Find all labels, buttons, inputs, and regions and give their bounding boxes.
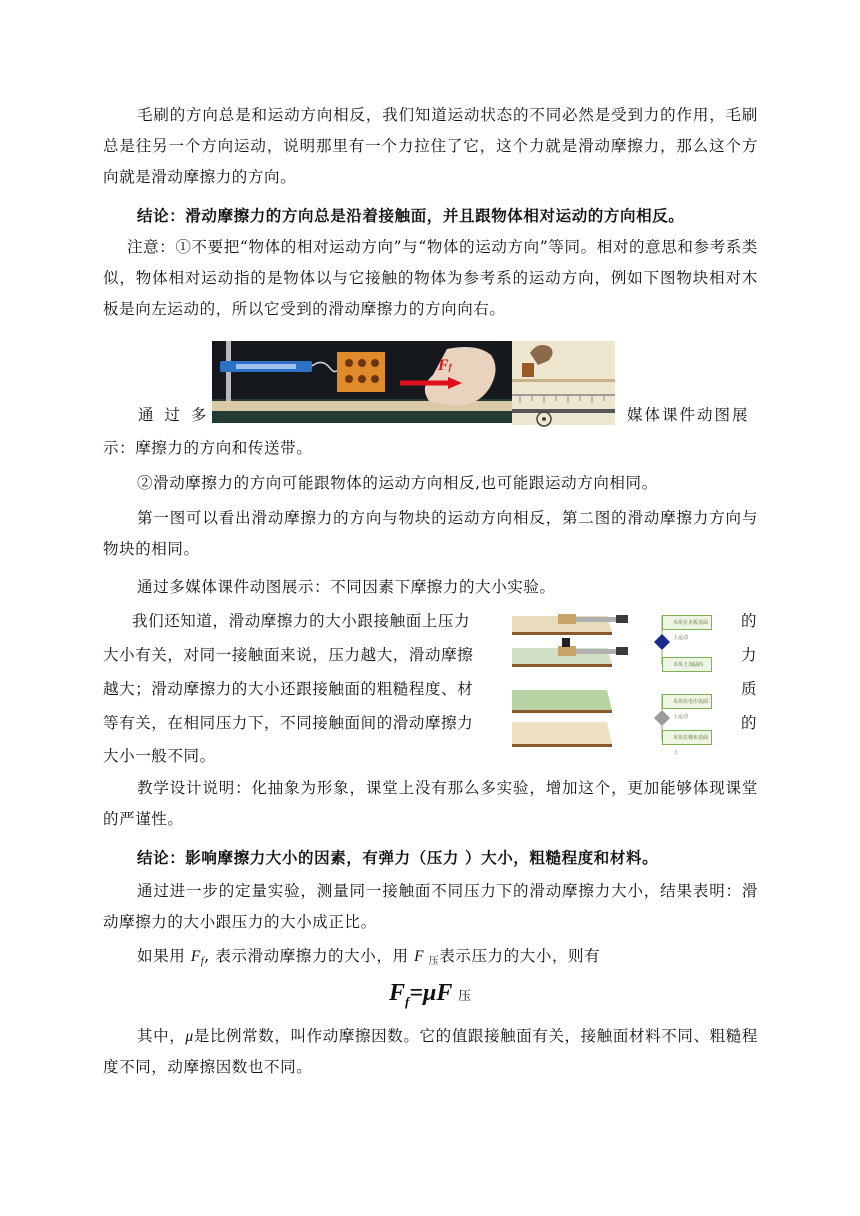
wrap-right-2: 力 xyxy=(741,646,758,664)
wrap-line-1: 我们还知道，滑动摩擦力的大小跟接触面上压力 xyxy=(132,612,471,630)
wrap-line-2: 大小有关，对同一接触面来说，压力越大，滑动摩擦 xyxy=(103,646,474,664)
paragraph-if: 如果用 $F_f$, 表示滑动摩擦力的大小，用 F $_压$表示压力的大小，则有 xyxy=(137,947,601,967)
media-text-cont: 示：摩擦力的方向和传送带。 xyxy=(103,439,313,457)
paragraph-note: 注意：①不要把“物体的相对运动方向”与“物体的运动方向”等同。相对的意思和参考系类似，物体相对运动指的是物体以与它接触的物体为参考系的运动方向，例如下图物块相对木板是向左运动的，所以它受到的滑动摩擦力的方向向右。 xyxy=(103,238,758,318)
force-label: Ff xyxy=(438,357,452,374)
conclusion-direction: 结论：滑动摩擦力的方向总是沿着接触面，并且跟物体相对运动的方向相反。 xyxy=(137,206,685,225)
wrap-line-5: 大小一般不同。 xyxy=(103,747,216,765)
chart-tag-2: 木块上加砝码 xyxy=(662,657,712,672)
paragraph-note2: ②滑动摩擦力的方向可能跟物体的运动方向相反,也可能跟运动方向相同。 xyxy=(137,474,658,492)
paragraph-brush: 毛刷的方向总是和运动方向相反，我们知道运动状态的不同必然是受到力的作用，毛刷总是往另一个方向运动，说明那里有一个力拉住了它，这个力就是滑动摩擦力，那么这个方向就是滑动摩擦力的方向。 xyxy=(103,106,758,186)
chart-tag-1: 木块在木板表面上运动 xyxy=(662,615,712,630)
paragraph-first-figure: 第一图可以看出滑动摩擦力的方向与物块的运动方向相反，第二图的滑动摩擦力方向与物块的相同。 xyxy=(103,509,758,558)
wrap-line-3: 越大；滑动摩擦力的大小还跟接触面的粗糙程度、材 xyxy=(103,680,474,698)
conveyor-belt-illustration xyxy=(512,341,615,425)
paragraph-quantitative: 通过进一步的定量实验，测量同一接触面不同压力下的滑动摩擦力大小，结果表明：滑动摩擦力的大小跟压力的大小成正比。 xyxy=(103,882,758,931)
wrap-right-4: 的 xyxy=(741,714,758,732)
paragraph-design-note: 教学设计说明：化抽象为形象，课堂上没有那么多实验，增加这个，更加能够体现课堂的严谨性。 xyxy=(103,779,758,828)
paragraph-mu: 其中，μ是比例常数，叫作动摩擦因数。它的值跟接触面有关，接触面材料不同、粗糙程度不同，动摩擦因数也不同。 xyxy=(103,1027,758,1076)
media-text-right: 媒体课件动图展 xyxy=(627,406,750,424)
paragraph-demo: 通过多媒体课件动图展示：不同因素下摩擦力的大小实验。 xyxy=(137,578,556,596)
wrap-right-1: 的 xyxy=(741,612,758,630)
chart-tag-3: 木块在毛巾表面上运动 xyxy=(662,694,712,709)
conclusion-factors: 结论：影响摩擦力大小的因素，有弹力（压力 ）大小，粗糙程度和材料。 xyxy=(137,848,659,867)
wrap-right-3: 质 xyxy=(741,680,758,698)
friction-formula: $F_f=\mu F$ 压 xyxy=(389,980,471,1009)
chart-tag-4: 木块在棉布表面上 xyxy=(662,730,712,745)
friction-direction-photo xyxy=(212,341,512,423)
wrap-line-4: 等有关，在相同压力下，不同接触面间的滑动摩擦力 xyxy=(103,714,474,732)
friction-experiment-figure xyxy=(512,606,712,756)
media-text-left: 通 过 多 xyxy=(138,406,210,424)
